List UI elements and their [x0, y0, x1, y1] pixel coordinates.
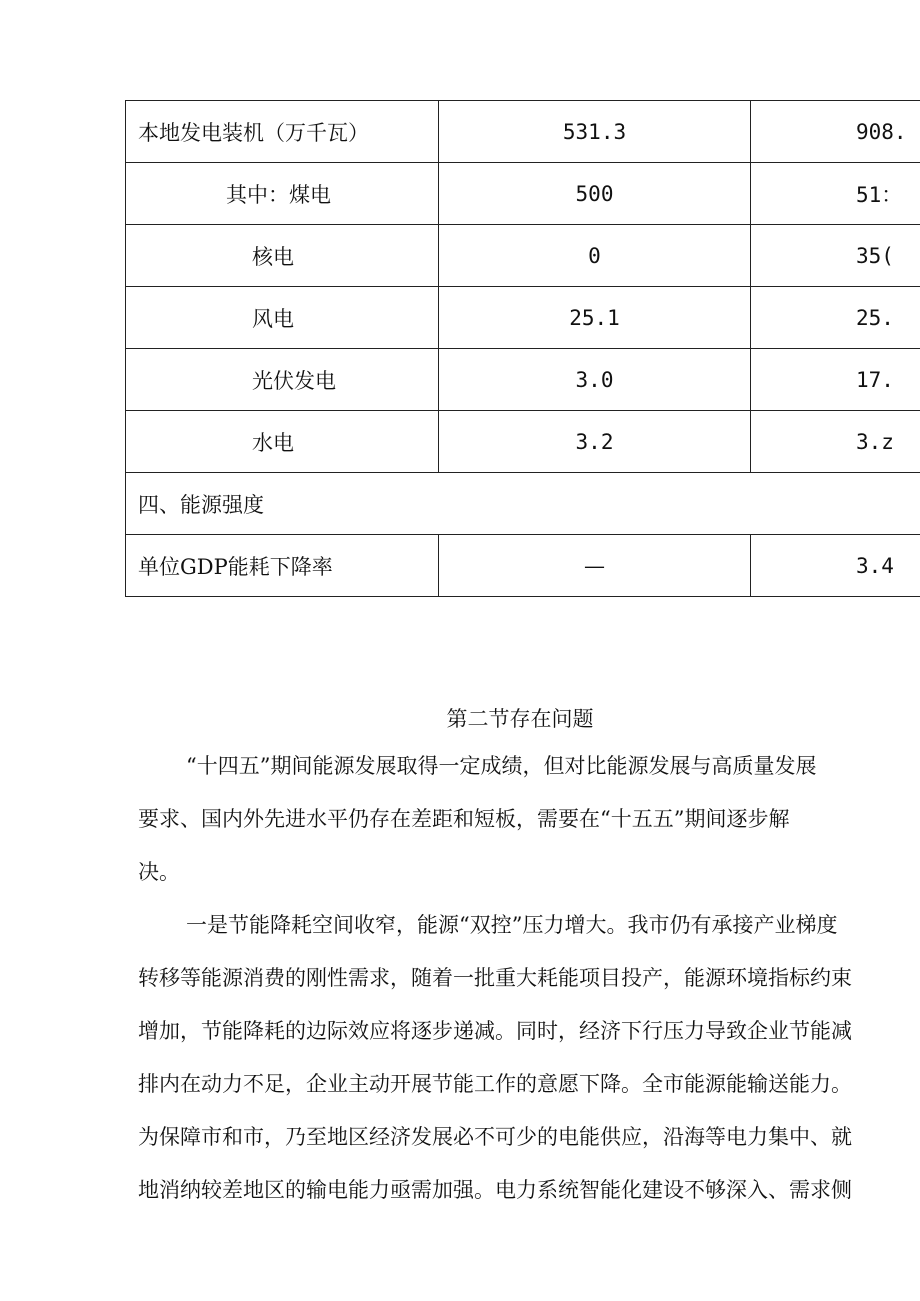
row-value-2: 35( [751, 225, 920, 287]
paragraph-line: 决。 [138, 860, 180, 884]
row-value-2: 908. [751, 101, 920, 163]
row-value-1: 25.1 [439, 287, 751, 349]
paragraph-line: 为保障市和市，乃至地区经济发展必不可少的电能供应，沿海等电力集中、就 [138, 1125, 852, 1149]
row-label: 其中：煤电 [126, 163, 439, 225]
row-value-1: 531.3 [439, 101, 751, 163]
row-label: 光伏发电 [126, 349, 439, 411]
row-label: 核电 [126, 225, 439, 287]
row-label: 水电 [126, 411, 439, 473]
paragraph-line: 要求、国内外先进水平仍存在差距和短板，需要在“十五五”期间逐步解 [138, 807, 790, 831]
paragraph-line: 一是节能降耗空间收窄，能源“双控”压力增大。我市仍有承接产业梯度 [186, 913, 838, 937]
paragraph-line: “十四五”期间能源发展取得一定成绩，但对比能源发展与高质量发展 [186, 754, 817, 778]
paragraph-line: 地消纳较差地区的输电能力亟需加强。电力系统智能化建设不够深入、需求侧 [138, 1178, 852, 1202]
table-row [126, 287, 920, 349]
table-row [126, 535, 920, 597]
energy-table [125, 100, 920, 597]
row-value-1: 3.0 [439, 349, 751, 411]
row-value-1: 3.2 [439, 411, 751, 473]
paragraph-line: 排内在动力不足，企业主动开展节能工作的意愿下降。全市能源能输送能力。 [138, 1072, 852, 1096]
row-value-2: 3.4 [751, 535, 920, 597]
row-value-2: 25. [751, 287, 920, 349]
section-title: 第二节存在问题 [446, 707, 594, 731]
row-label: 风电 [126, 287, 439, 349]
row-value-2: 51： [751, 163, 920, 225]
row-value-1: — [439, 535, 751, 597]
paragraph-intro [138, 740, 920, 899]
table-row [126, 163, 920, 225]
row-label: 单位GDP能耗下降率 [126, 535, 439, 597]
row-value-1: 500 [439, 163, 751, 225]
paragraph-issue-one [138, 899, 920, 1217]
table-row [126, 101, 920, 163]
table-section-row [126, 473, 920, 535]
row-value-2: 17. [751, 349, 920, 411]
table-row [126, 411, 920, 473]
row-value-2: 3.z [751, 411, 920, 473]
energy-table-container [125, 100, 920, 597]
row-value-1: 0 [439, 225, 751, 287]
paragraph-line: 增加，节能降耗的边际效应将逐步递减。同时，经济下行压力导致企业节能减 [138, 1019, 852, 1043]
paragraph-line: 转移等能源消费的刚性需求，随着一批重大耗能项目投产，能源环境指标约束 [138, 966, 852, 990]
section-row-label: 四、能源强度 [126, 473, 920, 535]
table-row [126, 349, 920, 411]
table-row [126, 225, 920, 287]
row-label: 本地发电装机（万千瓦） [126, 101, 439, 163]
